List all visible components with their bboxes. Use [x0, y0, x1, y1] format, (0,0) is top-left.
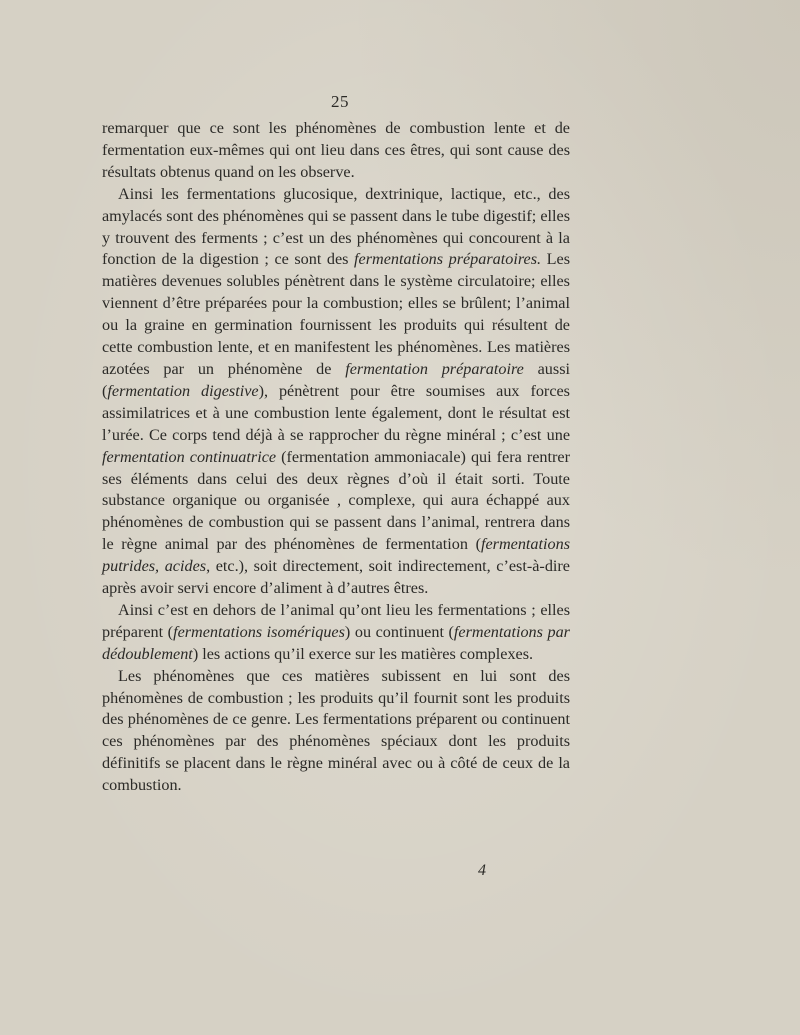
body-text [102, 118, 570, 797]
text-run: ), pénètrent pour être soumises aux forces assimilatrices et à une combustion lente également, dont le résultat est l’urée. Ce corps tend déjà à se rapprocher du règne minéral ; c’est une [102, 381, 570, 444]
italic-term: fermentation digestive [107, 381, 259, 400]
text-run: , etc.), soit directement, soit indirectement, c’est-à-dire après avoir servi encore d’aliment à d’autres êtres. [102, 557, 570, 598]
text-run: Les phénomènes que ces matières subissent en lui sont des phénomènes de combustion ; les produits qu’il fournit sont les produits des phénomènes de ce genre. Les fermentations préparent ou continuent ces phénomènes par des phénomènes spéciaux dont les produits définitifs se placent dans le règne minéral avec ou à côté de ceux de la combustion. [102, 666, 570, 795]
paragraph-2 [102, 184, 570, 600]
paragraph-1 [102, 118, 570, 184]
italic-term: fermentations putrides, acides [102, 535, 570, 576]
paragraph-3 [102, 600, 570, 666]
text-run: ) les actions qu’il exerce sur les matières complexes. [192, 644, 534, 663]
italic-term: fermentations isomériques [173, 622, 345, 641]
paragraph-4 [102, 666, 570, 797]
italic-term: fermentation continuatrice [102, 447, 277, 466]
text-run: ) ou continuent ( [344, 622, 454, 641]
page-number: 25 [331, 92, 349, 111]
italic-term: fermentation préparatoire [345, 359, 524, 378]
signature-mark: 4 [478, 862, 486, 879]
text-run: remarquer que ce sont les phénomènes de combustion lente et de fermentation eux-mêmes qui ont lieu dans ces êtres, qui sont cause des résultats obtenus quand on les observe. [102, 119, 570, 181]
italic-term: fermentations par dédoublement [102, 622, 570, 663]
text-run: Ainsi les fermentations glucosique, dextrinique, lactique, etc., des amylacés sont des phénomènes qui se passent dans le tube digestif; elles y trouvent des ferments ; c’est un des phénomènes qui concourent à la fonction de la digestion ; ce sont des [102, 184, 570, 269]
text-run: Les matières devenues solubles pénètrent dans le système circulatoire; elles viennent d’être préparées pour la combustion; elles se brûlent; l’animal ou la graine en germination fournissent les produits qui résultent de cette combustion lente, et en manifestent les phénomènes. Les matières azotées par un phénomène de [102, 250, 570, 378]
text-run: (fermentation ammoniacale) qui fera rentrer ses éléments dans celui des deux règnes d’où il était sorti. Toute substance organique ou organisée , complexe, qui aura échappé aux phénomènes de combustion qui se passent dans l’animal, rentrera dans le règne animal par des phénomènes de fermentation ( [102, 447, 570, 554]
text-run: aussi ( [102, 359, 570, 400]
text-run: Ainsi c’est en dehors de l’animal qu’ont lieu les fermentations ; elles préparent ( [102, 600, 570, 641]
italic-term: fermentations préparatoires. [354, 250, 542, 269]
